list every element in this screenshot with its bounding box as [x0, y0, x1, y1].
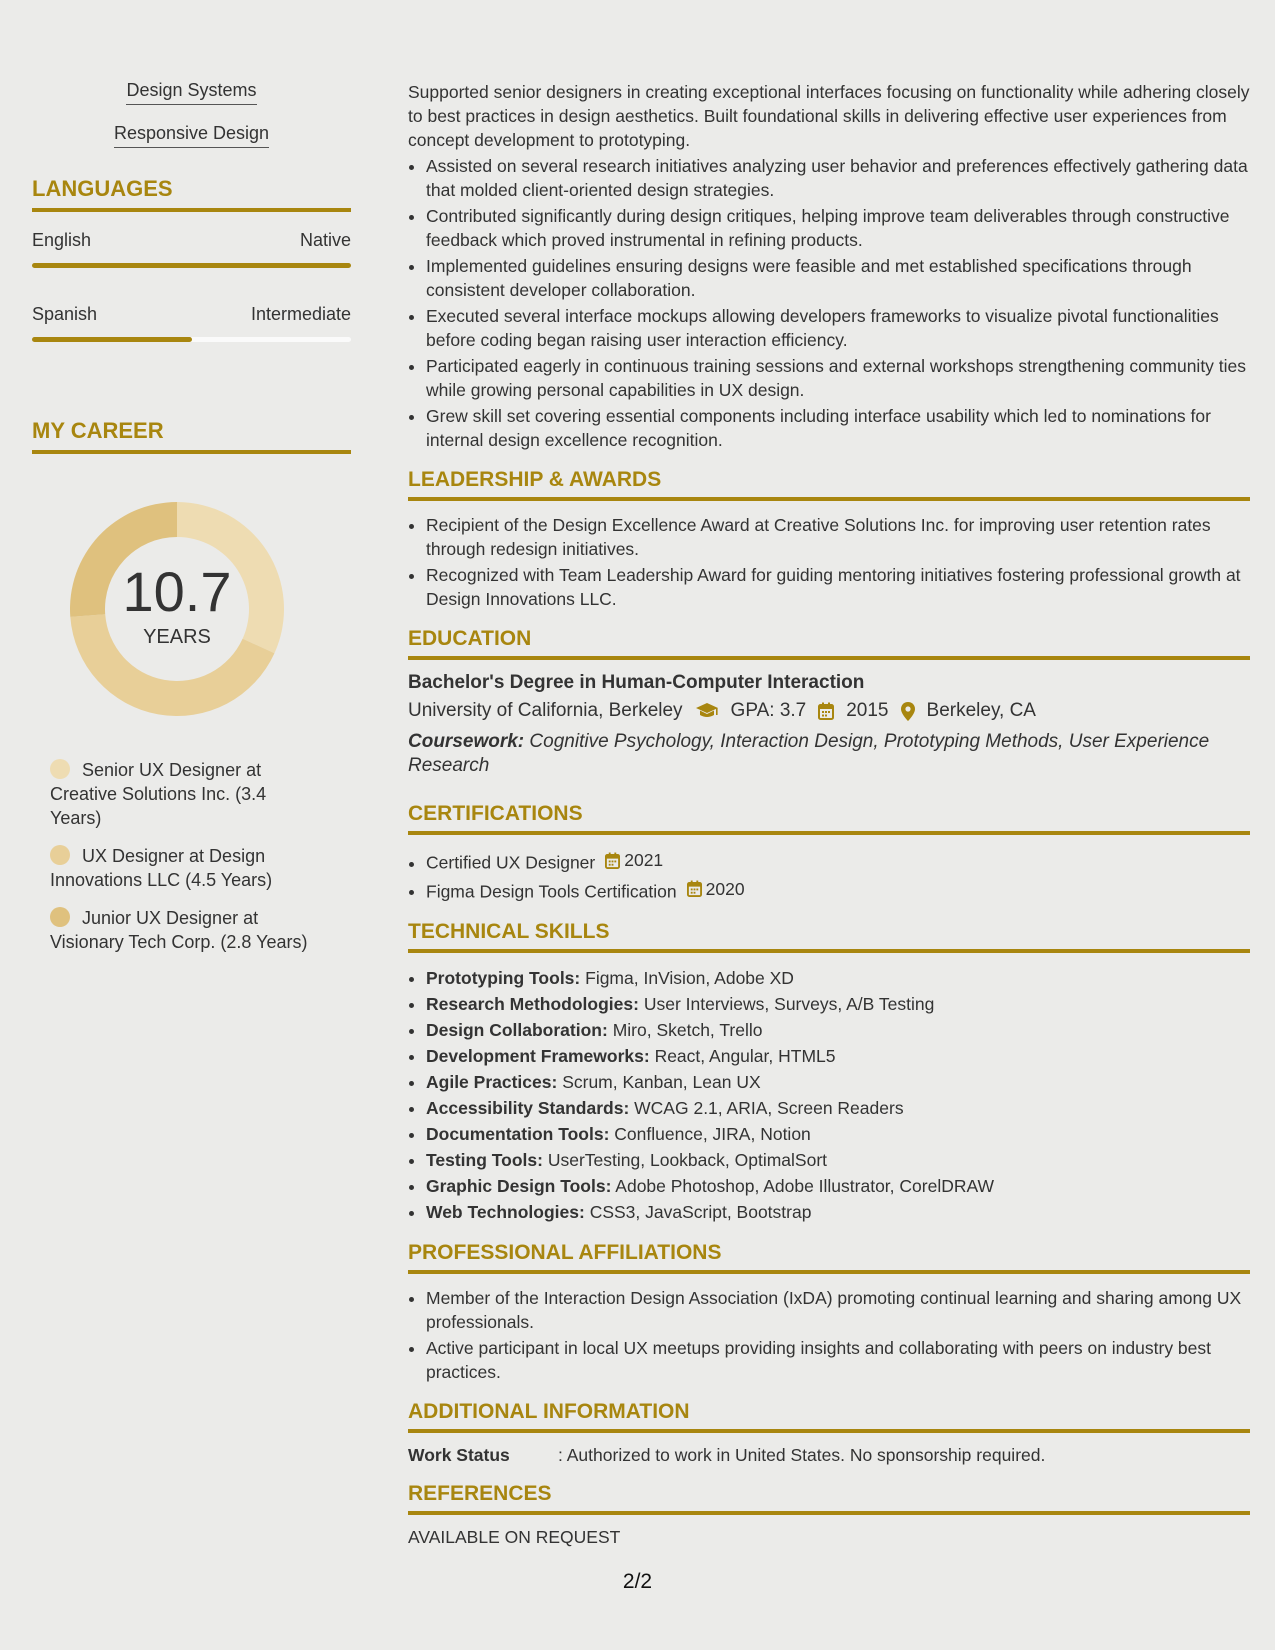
graduation-year: 2015 — [846, 700, 889, 721]
certifications-list — [408, 847, 1250, 904]
cert-year: 2021 — [624, 850, 664, 870]
legend-dot — [50, 907, 70, 927]
list-item: • Assisted on several research initiatives analyzing user behavior and preferences effectively gathering data that molded client-oriented design strategies. — [426, 154, 1250, 202]
list-item: • Agile Practices: Scrum, Kanban, Lean UX — [426, 1069, 1250, 1095]
list-item: • Executed several interface mockups allowing developers frameworks to visualize pivotal functionalities before coding began raising user interaction efficiency. — [426, 304, 1250, 352]
career-total-years: 10.7 — [122, 559, 232, 623]
legend-dot — [50, 845, 70, 865]
legend-dot — [50, 759, 70, 779]
list-item: • Grew skill set covering essential components including interface usability which led to nominations for internal design excellence recognition. — [426, 404, 1250, 452]
experience-bullets — [408, 154, 1250, 452]
experience-summary: Supported senior designers in creating exceptional interfaces focusing on functionality while adhering closely to best practices in design aesthetics. Built foundational skills in delivering effective user experiences from concept development to prototyping. — [408, 82, 1250, 150]
career-legend — [50, 758, 320, 954]
language-name: Spanish — [32, 304, 98, 324]
work-status — [408, 1445, 1250, 1466]
skill-tag: Responsive Design — [32, 123, 351, 148]
certifications-heading: CERTIFICATIONS — [408, 802, 1250, 835]
list-item: • Graphic Design Tools: Adobe Photoshop, Adobe Illustrator, CorelDRAW — [426, 1173, 1250, 1199]
list-item: • Member of the Interaction Design Association (IxDA) promoting continual learning and sharing among UX professionals. — [426, 1286, 1250, 1334]
work-status-label: Work Status — [408, 1445, 510, 1465]
gpa: GPA: 3.7 — [730, 700, 807, 721]
references-text: AVAILABLE ON REQUEST — [408, 1527, 621, 1547]
list-item: • Contributed significantly during design critiques, helping improve team deliverables through constructive feedback which proved instrumental in refining products. — [426, 204, 1250, 252]
references-heading: REFERENCES — [408, 1482, 1250, 1515]
technical-skills-list — [408, 965, 1250, 1225]
additional-info-heading: ADDITIONAL INFORMATION — [408, 1400, 1250, 1433]
education-details — [408, 700, 1250, 722]
leadership-heading: LEADERSHIP & AWARDS — [408, 468, 1250, 501]
map-pin-icon — [901, 702, 915, 721]
leadership-list — [408, 513, 1250, 611]
cert-year: 2020 — [705, 878, 745, 899]
education-location: Berkeley, CA — [926, 700, 1036, 721]
language-bar — [32, 263, 351, 268]
calendar-icon — [605, 852, 620, 869]
list-item: • Design Collaboration: Miro, Sketch, Trello — [426, 1017, 1250, 1043]
list-item: • Recipient of the Design Excellence Award at Creative Solutions Inc. for improving user retention rates through redesign initiatives. — [426, 513, 1250, 561]
list-item: • Implemented guidelines ensuring designs were feasible and met established specifications through consistent developer collaboration. — [426, 254, 1250, 302]
technical-skills-heading: TECHNICAL SKILLS — [408, 920, 1250, 953]
graduation-cap-icon — [695, 702, 719, 720]
work-status-value: : Authorized to work in United States. No sponsorship required. — [558, 1445, 1046, 1465]
list-item: • Accessibility Standards: WCAG 2.1, ARIA, Screen Readers — [426, 1095, 1250, 1121]
calendar-icon — [687, 880, 702, 897]
coursework: Coursework: Cognitive Psychology, Interaction Design, Prototyping Methods, User Experience Research — [408, 731, 1210, 776]
list-item: • Research Methodologies: User Interviews, Surveys, A/B Testing — [426, 991, 1250, 1017]
legend-item: Senior UX Designer at Creative Solutions Inc. (3.4 Years) — [50, 760, 267, 828]
page-number: 2/2 — [622, 1570, 653, 1593]
list-item: • Development Frameworks: React, Angular, HTML5 — [426, 1043, 1250, 1069]
degree-title: Bachelor's Degree in Human-Computer Interaction — [408, 672, 865, 693]
list-item: • Prototyping Tools: Figma, InVision, Adobe XD — [426, 965, 1250, 991]
list-item: • Documentation Tools: Confluence, JIRA, Notion — [426, 1121, 1250, 1147]
career-donut — [62, 494, 292, 724]
language-name: English — [32, 230, 92, 250]
language-bar — [32, 337, 351, 342]
list-item: • Certified UX Designer 2021 — [426, 847, 1250, 876]
language-spanish — [32, 304, 351, 342]
calendar-icon — [818, 702, 834, 720]
list-item: • Testing Tools: UserTesting, Lookback, OptimalSort — [426, 1147, 1250, 1173]
education-heading: EDUCATION — [408, 627, 1250, 660]
list-item: • Participated eagerly in continuous training sessions and external workshops strengthening community ties while growing personal capabilities in UX design. — [426, 354, 1250, 402]
skill-tag: Design Systems — [32, 80, 351, 105]
list-item: • Recognized with Team Leadership Award for guiding mentoring initiatives fostering professional growth at Design Innovations LLC. — [426, 563, 1250, 611]
language-level: Intermediate — [250, 304, 351, 324]
sidebar — [32, 80, 351, 968]
career-unit: YEARS — [143, 625, 211, 648]
main-content — [408, 80, 1250, 1548]
affiliations-list — [408, 1286, 1250, 1384]
list-item: • Figma Design Tools Certification 2020 — [426, 876, 1250, 905]
career-heading: MY CAREER — [32, 418, 351, 454]
legend-item: UX Designer at Design Innovations LLC (4.5 Years) — [50, 846, 273, 890]
coursework-label: Coursework: — [408, 731, 525, 752]
list-item: • Web Technologies: CSS3, JavaScript, Bootstrap — [426, 1199, 1250, 1225]
list-item: • Active participant in local UX meetups providing insights and collaborating with peers on industry best practices. — [426, 1336, 1250, 1384]
languages-heading: LANGUAGES — [32, 176, 351, 212]
legend-item: Junior UX Designer at Visionary Tech Corp. (2.8 Years) — [50, 908, 308, 952]
affiliations-heading: PROFESSIONAL AFFILIATIONS — [408, 1241, 1250, 1274]
language-english — [32, 230, 351, 268]
school-name: University of California, Berkeley — [408, 700, 683, 721]
language-level: Native — [299, 230, 351, 250]
